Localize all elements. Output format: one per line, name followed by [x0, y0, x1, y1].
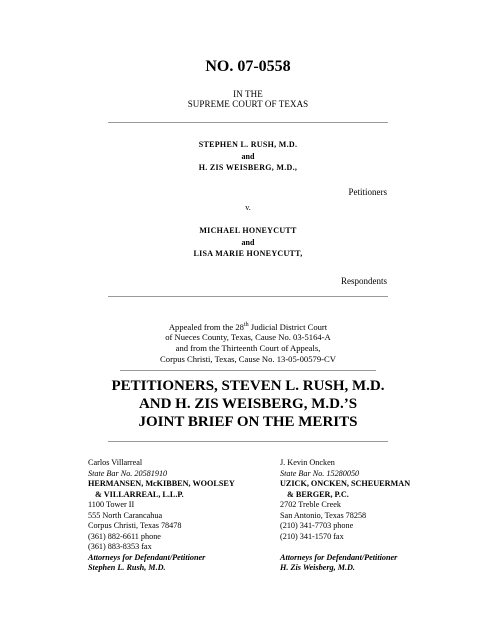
counsel-block-right: [280, 458, 410, 574]
address-line: San Antonio, Texas 78258: [280, 510, 367, 520]
court-in-label: IN THE: [233, 89, 263, 99]
attorney-name: Carlos Villarreal: [88, 458, 143, 467]
address-line: 555 North Carancahua: [88, 510, 163, 520]
phone-number: (210) 341-7703 phone: [280, 521, 354, 530]
state-bar-number: State Bar No. 15280050: [280, 468, 360, 478]
counsel-block-left: [88, 458, 235, 574]
attorneys-for-label: Attorneys for Defendant/Petitioner: [280, 552, 398, 562]
address-line: 1100 Tower II: [88, 500, 135, 509]
divider: [120, 370, 376, 371]
respondent-name-2: LISA MARIE HONEYCUTT,: [193, 249, 303, 258]
petitioner-and: and: [241, 152, 255, 161]
petitioner-name-2: H. ZIS WEISBERG, M.D.,: [198, 163, 298, 172]
appeal-line-2: of Nueces County, Texas, Cause No. 03-5164-A: [165, 332, 331, 342]
firm-name-cont: & VILLARREAL, L.L.P.: [95, 489, 184, 499]
ordinal-suffix: th: [243, 322, 249, 328]
attorneys-for-label: Attorneys for Defendant/Petitioner: [88, 552, 206, 562]
firm-name-cont: & BERGER, P.C.: [287, 489, 349, 499]
phone-number: (361) 882-6611 phone: [88, 531, 161, 541]
divider: [108, 122, 388, 123]
divider: [108, 296, 388, 297]
brief-title-line-3: JOINT BRIEF ON THE MERITS: [138, 414, 358, 430]
fax-number: (210) 341-1570 fax: [280, 531, 344, 541]
court-name: SUPREME COURT OF TEXAS: [187, 99, 309, 109]
client-name: Stephen L. Rush, M.D.: [88, 563, 166, 572]
address-line: Corpus Christi, Texas 78478: [88, 521, 182, 530]
client-name: H. Zis Weisberg, M.D.: [280, 563, 355, 572]
firm-name: UZICK, ONCKEN, SCHEUERMAN: [280, 479, 411, 488]
case-number: NO. 07-0558: [205, 58, 291, 75]
respondent-name-1: MICHAEL HONEYCUTT: [199, 226, 297, 235]
appeal-line-1-end: Judicial District Court: [248, 321, 328, 332]
respondent-and: and: [241, 238, 255, 247]
fax-number: (361) 883-8353 fax: [88, 542, 152, 551]
state-bar-number: State Bar No. 20581910: [88, 468, 168, 478]
respondents-role: Respondents: [341, 276, 387, 286]
appeal-line-1-start: Appealed from the 28: [168, 321, 244, 332]
brief-title-line-2: AND H. ZIS WEISBERG, M.D.’S: [138, 396, 358, 412]
address-line: 2702 Treble Creek: [280, 500, 341, 509]
versus-label: v.: [245, 203, 251, 212]
brief-title-line-1: PETITIONERS, STEVEN L. RUSH, M.D.: [111, 378, 385, 394]
petitioners-role: Petitioners: [348, 187, 387, 197]
appeal-line-1: [88, 320, 408, 333]
spacer: [280, 542, 410, 553]
attorney-name: J. Kevin Oncken: [280, 458, 335, 467]
appeal-line-3: and from the Thirteenth Court of Appeals,: [175, 343, 321, 353]
firm-name: HERMANSEN, McKIBBEN, WOOLSEY: [88, 479, 235, 488]
appeal-line-4: Corpus Christi, Texas, Cause No. 13-05-00579-CV: [160, 354, 336, 364]
petitioner-name-1: STEPHEN L. RUSH, M.D.: [198, 140, 298, 149]
divider: [108, 441, 388, 442]
